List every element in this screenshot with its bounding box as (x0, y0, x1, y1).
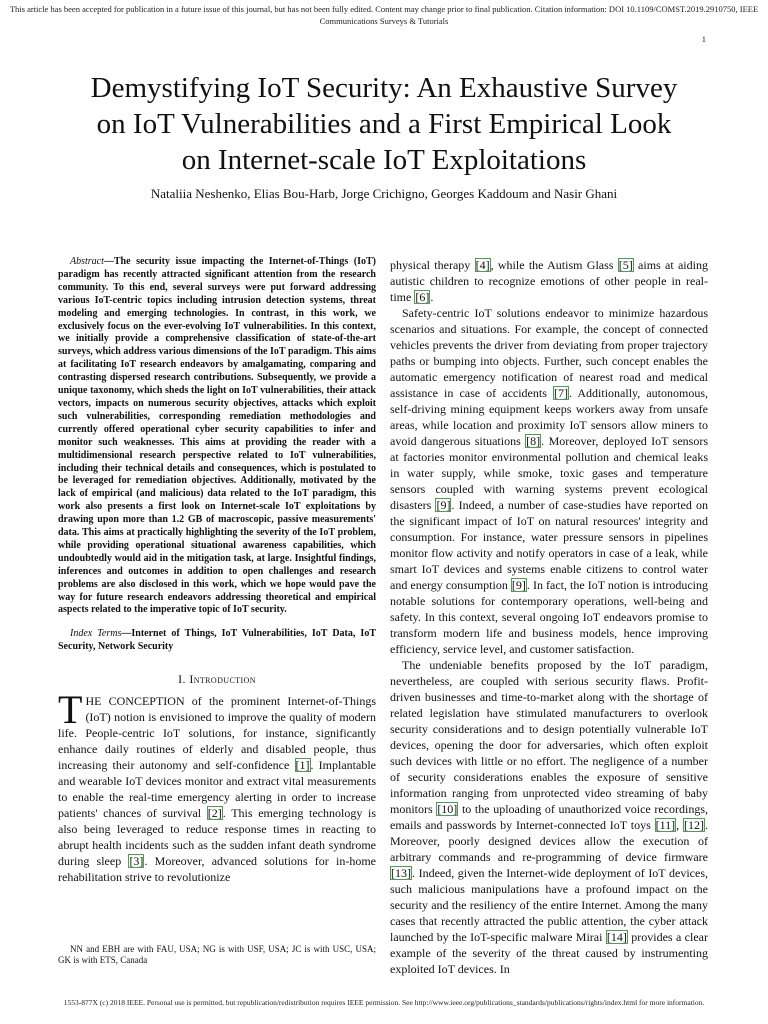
journal-notice-line2: Communications Surveys & Tutorials (319, 16, 449, 26)
copyright-footer: 1553-877X (c) 2018 IEEE. Personal use is permitted, but republication/redistribution requires IEEE permission. See http://www.ieee.org/publications_standards/publications/rights/index.html for more information. (63, 998, 705, 1007)
right-column (390, 257, 708, 977)
body-text: . (430, 290, 434, 304)
intro-text-a: HE CONCEPTION of the prominent Internet-of-Things (IoT) notion is envisioned to improve the quality of modern life. People-centric IoT solutions, for instance, significantly enhance daily routines of elderly and disabled people, thus increasing their autonomy and self-confidence (58, 694, 376, 773)
body-paragraph (390, 657, 708, 977)
body-text: Safety-centric IoT solutions endeavor to minimize hazardous scenarios and situations. For example, the concept of connected vehicles prevents the driver from deviating from proper trajectory paths or bumping into objects. Further, such concept enables the automatic emergency notification of nearest road and medical assistance in case of accidents (390, 306, 708, 400)
left-column (58, 256, 376, 885)
citation-link[interactable]: [5] (618, 258, 633, 272)
body-text: The undeniable benefits proposed by the IoT paradigm, nevertheless, are coupled with serious security flaws. Profit-driven businesses and time-to-market along with the shortage of related legislation have stimulated manufacturers to overlook security considerations and to design potentially vulnerable IoT devices, opening the door for adversaries, which often exploit such devices with little or no effort. The negligence of a number of security considerations enables the exposure of sensitive information ranging from unprotected video streaming of baby monitors (390, 658, 708, 816)
citation-link[interactable]: [13] (391, 866, 411, 880)
citation-link[interactable]: [2] (207, 806, 222, 821)
citation-link[interactable]: [4] (475, 258, 490, 272)
abstract-lead: Abstract (70, 256, 104, 267)
index-terms (58, 627, 376, 653)
author-list: Nataliia Neshenko, Elias Bou-Harb, Jorge Crichigno, Georges Kaddoum and Nasir Ghani (150, 186, 618, 201)
citation-link[interactable]: [6] (415, 290, 430, 304)
citation-link[interactable]: [8] (526, 434, 541, 448)
body-text: . Moreover, deployed IoT sensors at factories monitor environmental pollution and chemical leaks in water supply, while smoke, toxic gases and temperature sensors coupled with warning systems prevent ecological disasters (390, 434, 709, 512)
body-text: physical therapy (390, 258, 475, 272)
intro-text-c: . This emerging technology is also being leveraged to reduce response times in reacting to abrupt health incidents such as the sudden infant death syndrome during sleep (58, 806, 376, 869)
citation-link[interactable]: [7] (553, 386, 568, 400)
title-line-2: on IoT Vulnerabilities and a First Empirical Look (96, 108, 672, 140)
drop-cap: T (58, 687, 83, 733)
journal-notice-line1: This article has been accepted for publication in a future issue of this journal, but has not been fully edited. Content may change prior to final publication. Citation information: DOI 10.1109/COMST.2019.2910750, IEEE (9, 4, 759, 14)
title-line-1: Demystifying IoT Security: An Exhaustive Survey (90, 72, 678, 104)
citation-link[interactable]: [14] (606, 930, 627, 944)
body-paragraph (390, 305, 708, 657)
body-text: . Moreover, poorly designed devices allow the execution of arbitrary commands and re-programming of device firmware (390, 818, 708, 864)
citation-link[interactable]: [9] (511, 578, 526, 592)
body-text: . Additionally, autonomous, self-driving mining equipment keeps workers away from unsafe areas, while location and proximity IoT sensors allow miners to avoid dangerous situations (390, 386, 708, 448)
citation-link[interactable]: [12] (684, 818, 704, 832)
section-number: I. (178, 672, 186, 687)
index-terms-text: —Internet of Things, IoT Vulnerabilities, IoT Data, IoT Security, Network Security (58, 628, 376, 653)
intro-text-d: . Moreover, advanced solutions for in-home rehabilitation strive to revolutionize (58, 854, 376, 885)
title-line-3: on Internet-scale IoT Exploitations (181, 144, 587, 176)
body-text: . Indeed, given the Internet-wide deployment of IoT devices, such malicious manipulations have a profound impact on the security and the resiliency of the entire Internet. Among the many cases that recently attracted the public attention, the cyber attack launched by the IoT-specific malware Mirai (390, 866, 708, 944)
body-text: , while the Autism Glass (490, 258, 618, 272)
section-heading-introduction (58, 671, 376, 687)
body-text: . In fact, the IoT notion is introducing notable solutions for contemporary operations, well-being and safety. In this context, several ongoing IoT endeavors promise to transform modern life and business models, hence improving efficiency, service level, and customer satisfaction. (390, 578, 708, 656)
citation-link[interactable]: [9] (436, 498, 451, 512)
author-affiliation-footnote: NN and EBH are with FAU, USA; NG is with USF, USA; JC is with USC, USA; GK is with ETS, Canada (58, 944, 376, 965)
citation-link[interactable]: [3] (129, 854, 144, 869)
intro-text-b: . Implantable and wearable IoT devices monitor and extract vital measurements to enable the real-time emergency alerting in order to increase patients' chances of survival (58, 758, 376, 821)
index-terms-lead: Index Terms (70, 628, 122, 640)
page-number: 1 (701, 34, 706, 44)
body-text: to the uploading of unauthorized voice recordings, emails and passwords by Internet-connected IoT toys (390, 802, 709, 832)
paper-title (40, 70, 728, 178)
body-text: , (676, 818, 683, 832)
abstract (58, 256, 376, 617)
body-text: . Indeed, a number of case-studies have reported on the significant impact of IoT on natural resources' integrity and consumption. For instance, water pressure sensors in pipelines monitor flow activity and notify operators in case of a leak, while smart IoT devices and systems enable citizens to control water and energy consumption (390, 498, 708, 592)
body-text: aims at aiding autistic children to recognize emotions of other people in real-time (390, 258, 708, 304)
section-title: Introduction (189, 672, 256, 687)
abstract-text: —The security issue impacting the Internet-of-Things (IoT) paradigm has recently attracted significant attention from the research community. To this end, several surveys were put forward addressing various IoT-centric topics including intrusion detection systems, threat modeling and emerging technologies. In contrast, in this work, we exclusively focus on the ever-evolving IoT vulnerabilities. In this context, we initially provide a comprehensive classification of state-of-the-art surveys, which address various dimensions of the IoT paradigm. This aims at facilitating IoT research endeavors by amalgamating, comparing and contrasting dispersed research contributions. Subsequently, we provide a unique taxonomy, which sheds the light on IoT vulnerabilities, their attack vectors, impacts on numerous security objectives, attacks which exploit such vulnerabilities, corresponding remediation methodologies and currently offered operational cyber security capabilities to infer and monitor such weaknesses. This aims at providing the reader with a multidimensional research perspective related to IoT vulnerabilities, including their technical details and consequences, which is postulated to be leveraged for remediation objectives. Additionally, motivated by the lack of empirical (and malicious) data related to the IoT paradigm, this work also presents a first look on Internet-scale IoT exploitations by drawing upon more than 1.2 GB of macroscopic, passive measurements' data. This aims at practically highlighting the severity of the IoT problem, while providing operational situational awareness capabilities, which undoubtedly would aid in the mitigation task, at large. Insightful findings, inferences and outcomes in addition to open challenges and research problems are also disclosed in this work, which we hope would pave the way for future research endeavors addressing theoretical and empirical aspects related to the imperative topic of IoT security. (58, 256, 376, 616)
citation-link[interactable]: [1] (295, 758, 310, 773)
citation-link[interactable]: [10] (437, 802, 458, 816)
citation-link[interactable]: [11] (655, 818, 676, 832)
intro-paragraph (58, 687, 376, 885)
journal-notice (0, 3, 768, 27)
body-text: provides a clear example of the severity of the threat caused by instrumenting exploited IoT devices. In (390, 930, 708, 976)
body-paragraph (390, 257, 708, 305)
